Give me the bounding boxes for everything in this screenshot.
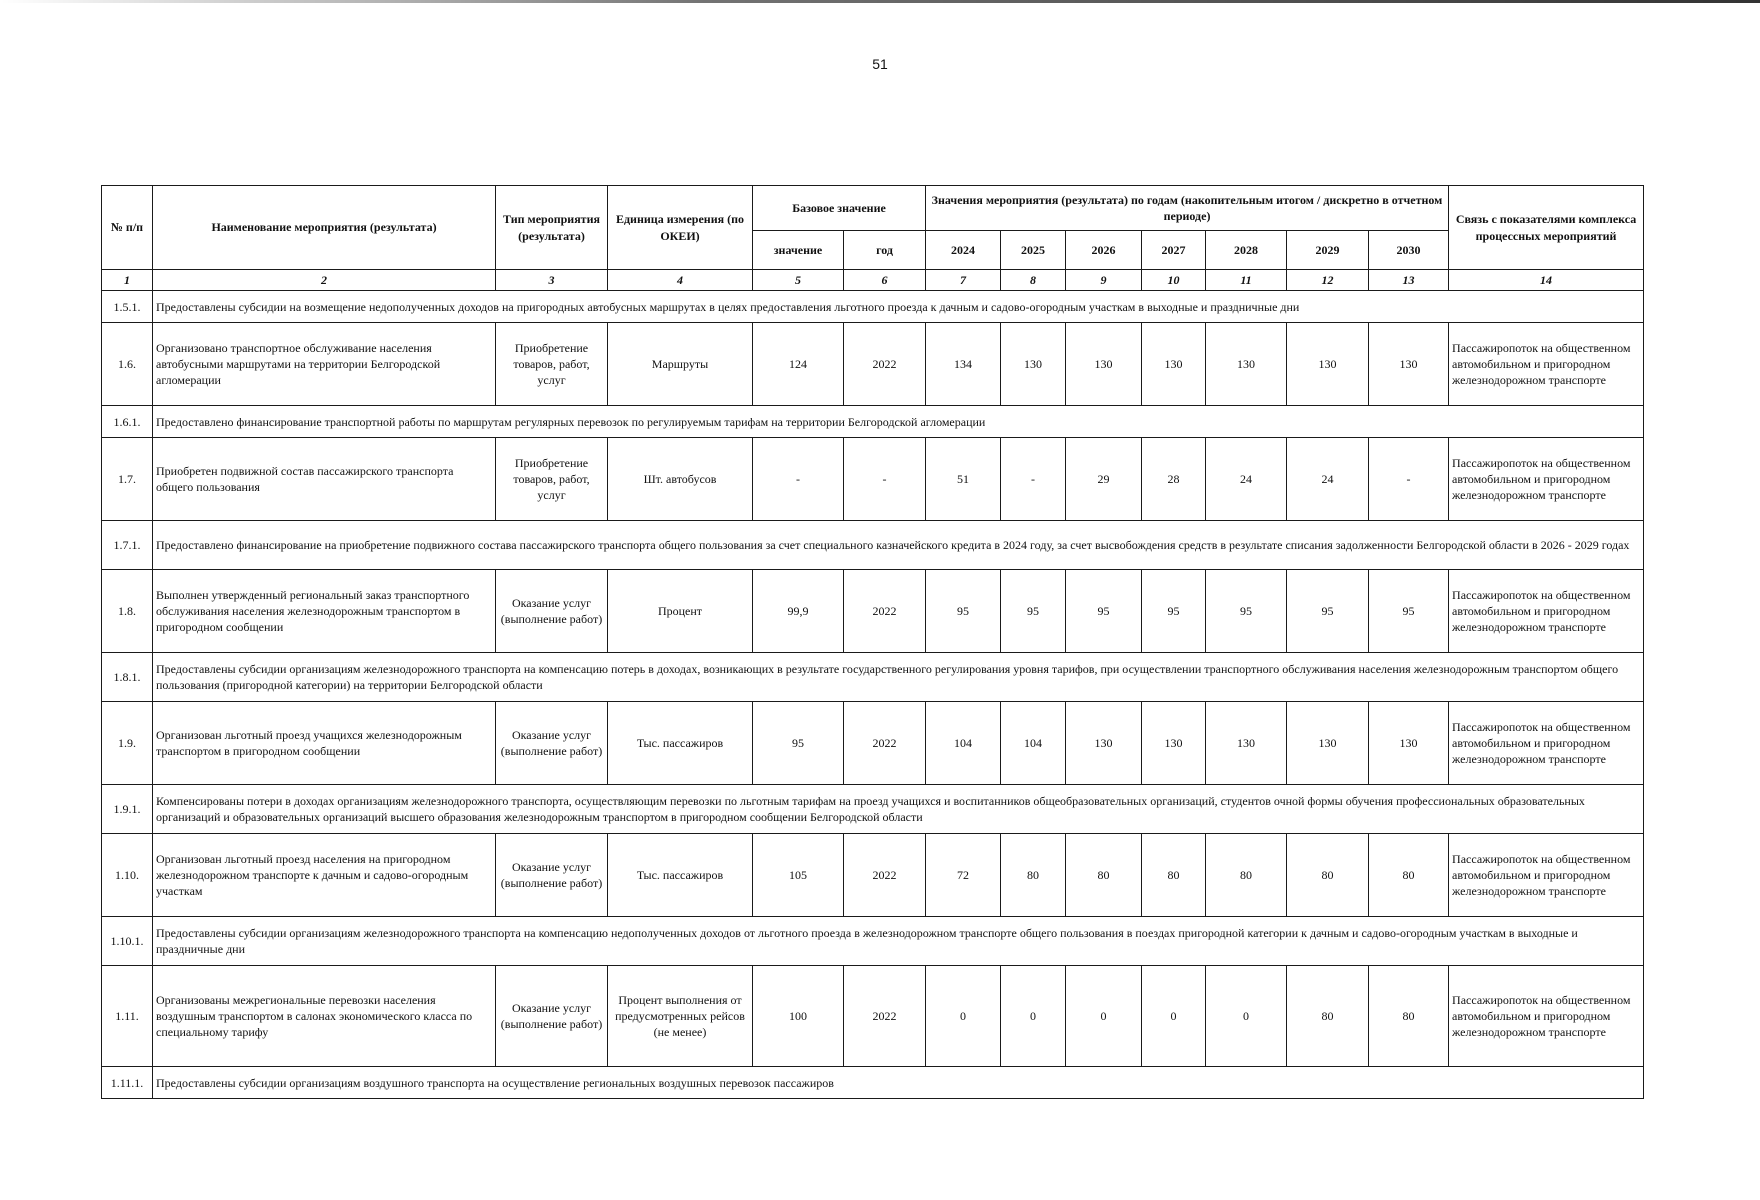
measure-row — [102, 966, 1644, 1067]
year-value: - — [1001, 438, 1066, 521]
indicator-link: Пассажиропоток на общественном автомобильном и пригородном железнодорожном транспорте — [1449, 570, 1644, 653]
year-value: 95 — [926, 570, 1001, 653]
year-value: 95 — [1206, 570, 1287, 653]
year-value: 80 — [1001, 834, 1066, 917]
sub-measure-text: Компенсированы потери в доходах организациям железнодорожного транспорта, осуществляющим перевозки по льготным тарифам на проезд учащихся и воспитанников общеобразовательных организаций, студентов очной формы обучения профессиональных образовательных организаций и образовательных организаций высшего образования железнодорожным транспортом в пригородном сообщении Белгородской области — [153, 785, 1644, 834]
year-value: 80 — [1369, 966, 1449, 1067]
year-value: 95 — [1369, 570, 1449, 653]
indicator-link: Пассажиропоток на общественном автомобильном и пригородном железнодорожном транспорте — [1449, 438, 1644, 521]
column-number: 10 — [1142, 270, 1206, 291]
row-number: 1.7.1. — [102, 521, 153, 570]
measure-name: Организован льготный проезд населения на пригородном железнодорожном транспорте к дачным и садово-огородным участкам — [153, 834, 496, 917]
row-number: 1.10.1. — [102, 917, 153, 966]
base-year: 2022 — [844, 702, 926, 785]
scan-edge-line — [0, 0, 1760, 3]
row-number: 1.11.1. — [102, 1067, 153, 1099]
column-number: 4 — [608, 270, 753, 291]
year-value: 0 — [1001, 966, 1066, 1067]
year-value: 28 — [1142, 438, 1206, 521]
column-number: 12 — [1287, 270, 1369, 291]
header-type: Тип мероприятия (результата) — [496, 186, 608, 270]
header-year: 2029 — [1287, 231, 1369, 270]
measure-unit: Процент — [608, 570, 753, 653]
year-value: 104 — [926, 702, 1001, 785]
sub-measure-row — [102, 917, 1644, 966]
year-value: 134 — [926, 323, 1001, 406]
base-year: 2022 — [844, 323, 926, 406]
sub-measure-row — [102, 653, 1644, 702]
row-number: 1.6. — [102, 323, 153, 406]
measure-name: Организованы межрегиональные перевозки населения воздушным транспортом в салонах экономического класса по специальному тарифу — [153, 966, 496, 1067]
measure-row — [102, 702, 1644, 785]
sub-measure-row — [102, 785, 1644, 834]
measure-type: Оказание услуг (выполнение работ) — [496, 702, 608, 785]
year-value: 95 — [1142, 570, 1206, 653]
header-base-year: год — [844, 231, 926, 270]
year-value: 95 — [1287, 570, 1369, 653]
column-number: 5 — [753, 270, 844, 291]
year-value: 95 — [1001, 570, 1066, 653]
header-link: Связь с показателями комплекса процессных мероприятий — [1449, 186, 1644, 270]
measure-unit: Тыс. пассажиров — [608, 702, 753, 785]
year-value: 80 — [1142, 834, 1206, 917]
column-number: 7 — [926, 270, 1001, 291]
measure-type: Оказание услуг (выполнение работ) — [496, 834, 608, 917]
sub-measure-text: Предоставлено финансирование на приобретение подвижного состава пассажирского транспорта общего пользования за счет специального казначейского кредита в 2024 году, за счет высвобождения средств в результате списания задолженности Белгородской области в 2026 - 2029 годах — [153, 521, 1644, 570]
column-number: 6 — [844, 270, 926, 291]
year-value: 130 — [1142, 702, 1206, 785]
sub-measure-row — [102, 521, 1644, 570]
sub-measure-row — [102, 1067, 1644, 1099]
base-value: 99,9 — [753, 570, 844, 653]
header-year: 2030 — [1369, 231, 1449, 270]
measure-row — [102, 323, 1644, 406]
row-number: 1.10. — [102, 834, 153, 917]
sub-measure-text: Предоставлено финансирование транспортной работы по маршрутам регулярных перевозок по регулируемым тарифам на территории Белгородской агломерации — [153, 406, 1644, 438]
column-number: 3 — [496, 270, 608, 291]
row-number: 1.8. — [102, 570, 153, 653]
sub-measure-text: Предоставлены субсидии организациям железнодорожного транспорта на компенсацию потерь в доходах, возникающих в результате государственного регулирования уровня тарифов, при осуществлении транспортного обслуживания населения железнодорожным транспортом общего пользования (пригородной категории) на территории Белгородской области — [153, 653, 1644, 702]
base-value: - — [753, 438, 844, 521]
year-value: 130 — [1287, 702, 1369, 785]
row-number: 1.8.1. — [102, 653, 153, 702]
base-year: 2022 — [844, 834, 926, 917]
header-year: 2026 — [1066, 231, 1142, 270]
row-number: 1.5.1. — [102, 291, 153, 323]
header-values: Значения мероприятия (результата) по годам (накопительным итогом / дискретно в отчетном периоде) — [926, 186, 1449, 231]
measure-unit: Процент выполнения от предусмотренных рейсов (не менее) — [608, 966, 753, 1067]
year-value: 130 — [1206, 323, 1287, 406]
year-value: 51 — [926, 438, 1001, 521]
year-value: 80 — [1206, 834, 1287, 917]
base-value: 100 — [753, 966, 844, 1067]
sub-measure-row — [102, 291, 1644, 323]
measure-name: Приобретен подвижной состав пассажирского транспорта общего пользования — [153, 438, 496, 521]
header-year: 2028 — [1206, 231, 1287, 270]
measure-name: Организовано транспортное обслуживание населения автобусными маршрутами на территории Белгородской агломерации — [153, 323, 496, 406]
header-unit: Единица измерения (по ОКЕИ) — [608, 186, 753, 270]
header-name: Наименование мероприятия (результата) — [153, 186, 496, 270]
row-number: 1.11. — [102, 966, 153, 1067]
year-value: 80 — [1066, 834, 1142, 917]
column-number: 8 — [1001, 270, 1066, 291]
header-year: 2024 — [926, 231, 1001, 270]
year-value: 0 — [926, 966, 1001, 1067]
year-value: - — [1369, 438, 1449, 521]
indicator-link: Пассажиропоток на общественном автомобильном и пригородном железнодорожном транспорте — [1449, 702, 1644, 785]
row-number: 1.7. — [102, 438, 153, 521]
year-value: 130 — [1001, 323, 1066, 406]
base-value: 95 — [753, 702, 844, 785]
base-value: 105 — [753, 834, 844, 917]
year-value: 130 — [1369, 323, 1449, 406]
measure-name: Организован льготный проезд учащихся железнодорожным транспортом в пригородном сообщении — [153, 702, 496, 785]
year-value: 29 — [1066, 438, 1142, 521]
column-number: 9 — [1066, 270, 1142, 291]
sub-measure-row — [102, 406, 1644, 438]
base-value: 124 — [753, 323, 844, 406]
year-value: 130 — [1369, 702, 1449, 785]
year-value: 80 — [1287, 966, 1369, 1067]
sub-measure-text: Предоставлены субсидии организациям воздушного транспорта на осуществление региональных воздушных перевозок пассажиров — [153, 1067, 1644, 1099]
measures-table — [101, 185, 1644, 1099]
measure-row — [102, 570, 1644, 653]
header-year: 2027 — [1142, 231, 1206, 270]
header-year: 2025 — [1001, 231, 1066, 270]
year-value: 24 — [1206, 438, 1287, 521]
header-base-value: значение — [753, 231, 844, 270]
base-year: 2022 — [844, 966, 926, 1067]
year-value: 95 — [1066, 570, 1142, 653]
column-number: 14 — [1449, 270, 1644, 291]
year-value: 24 — [1287, 438, 1369, 521]
year-value: 0 — [1142, 966, 1206, 1067]
year-value: 80 — [1369, 834, 1449, 917]
column-number-row — [102, 270, 1644, 291]
header-row-1 — [102, 186, 1644, 231]
year-value: 130 — [1287, 323, 1369, 406]
year-value: 72 — [926, 834, 1001, 917]
base-year: - — [844, 438, 926, 521]
measure-unit: Шт. автобусов — [608, 438, 753, 521]
year-value: 0 — [1066, 966, 1142, 1067]
sub-measure-text: Предоставлены субсидии организациям железнодорожного транспорта на компенсацию недополученных доходов от льготного проезда в железнодорожном транспорте общего пользования в поездах пригородной категории к дачным и садово-огородным участкам в выходные и праздничные дни — [153, 917, 1644, 966]
indicator-link: Пассажиропоток на общественном автомобильном и пригородном железнодорожном транспорте — [1449, 834, 1644, 917]
measure-type: Оказание услуг (выполнение работ) — [496, 966, 608, 1067]
header-base: Базовое значение — [753, 186, 926, 231]
column-number: 13 — [1369, 270, 1449, 291]
measure-name: Выполнен утвержденный региональный заказ транспортного обслуживания населения железнодорожным транспортом в пригородном сообщении — [153, 570, 496, 653]
year-value: 130 — [1066, 702, 1142, 785]
measure-type: Приобретение товаров, работ, услуг — [496, 323, 608, 406]
column-number: 1 — [102, 270, 153, 291]
base-year: 2022 — [844, 570, 926, 653]
row-number: 1.9.1. — [102, 785, 153, 834]
column-number: 2 — [153, 270, 496, 291]
page-number: 51 — [872, 56, 888, 72]
measure-type: Приобретение товаров, работ, услуг — [496, 438, 608, 521]
column-number: 11 — [1206, 270, 1287, 291]
measure-type: Оказание услуг (выполнение работ) — [496, 570, 608, 653]
indicator-link: Пассажиропоток на общественном автомобильном и пригородном железнодорожном транспорте — [1449, 966, 1644, 1067]
measure-row — [102, 438, 1644, 521]
sub-measure-text: Предоставлены субсидии на возмещение недополученных доходов на пригородных автобусных маршрутах в целях предоставления льготного проезда к дачным и садово-огородным участкам в выходные и праздничные дни — [153, 291, 1644, 323]
year-value: 130 — [1206, 702, 1287, 785]
measure-unit: Тыс. пассажиров — [608, 834, 753, 917]
row-number: 1.9. — [102, 702, 153, 785]
header-num: № п/п — [102, 186, 153, 270]
year-value: 130 — [1142, 323, 1206, 406]
year-value: 80 — [1287, 834, 1369, 917]
indicator-link: Пассажиропоток на общественном автомобильном и пригородном железнодорожном транспорте — [1449, 323, 1644, 406]
year-value: 130 — [1066, 323, 1142, 406]
year-value: 104 — [1001, 702, 1066, 785]
year-value: 0 — [1206, 966, 1287, 1067]
measure-unit: Маршруты — [608, 323, 753, 406]
measure-row — [102, 834, 1644, 917]
row-number: 1.6.1. — [102, 406, 153, 438]
